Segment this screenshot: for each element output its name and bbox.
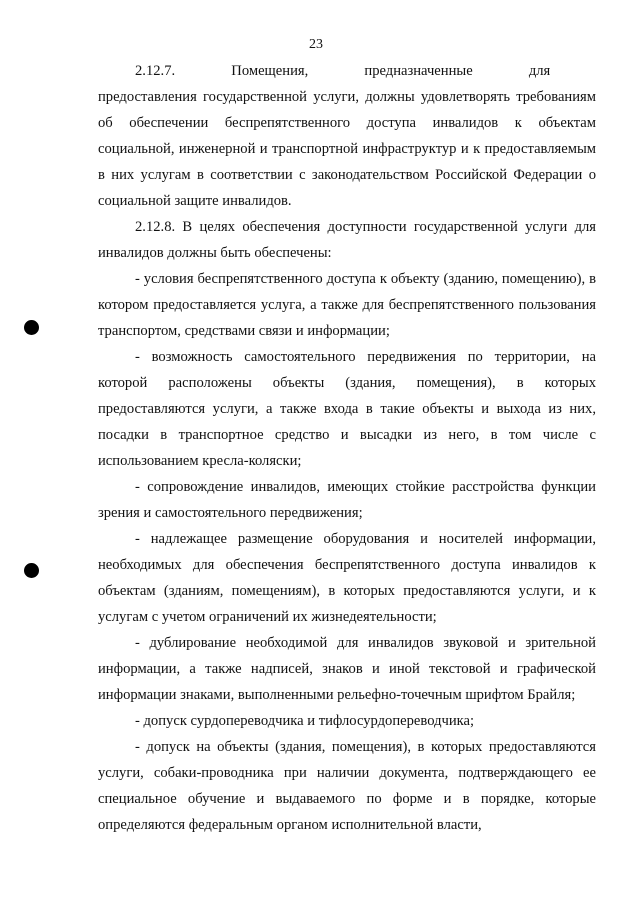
- list-item: - возможность самостоятельного передвижения по территории, на которой расположены объекты (здания, помещения), в которых предоставляются услуги, а также входа в такие объекты и выхода из них, посадки в транспортное средство и высадки из него, в том числе с использованием кресла-коляски;: [98, 349, 596, 469]
- list-item: - сопровождение инвалидов, имеющих стойкие расстройства функции зрения и самостоятельного передвижения;: [98, 479, 596, 521]
- document-body: [98, 58, 596, 838]
- page-number: 23: [309, 37, 323, 52]
- punch-hole-mark: [24, 563, 39, 578]
- list-item: - дублирование необходимой для инвалидов звуковой и зрительной информации, а также надписей, знаков и иной текстовой и графической информации знаками, выполненными рельефно-точечным шрифтом Брайля;: [98, 635, 596, 703]
- list-item: - допуск на объекты (здания, помещения), в которых предоставляются услуги, собаки-проводника при наличии документа, подтверждающего ее специальное обучение и выдаваемого по форме и в порядке, которые определяются федеральным органом исполнительной власти,: [98, 739, 596, 833]
- list-item: - условия беспрепятственного доступа к объекту (зданию, помещению), в котором предоставляется услуга, а также для беспрепятственного пользования транспортом, средствами связи и информации;: [98, 271, 596, 339]
- paragraph-2-12-8: 2.12.8. В целях обеспечения доступности государственной услуги для инвалидов должны быть обеспечены:: [98, 219, 596, 261]
- paragraph-2-12-7: 2.12.7. Помещения, предназначенные для предоставления государственной услуги, должны удовлетворять требованиям об обеспечении беспрепятственного доступа инвалидов к объектам социальной, инженерной и транспортной инфраструктур и к предоставляемым в них услугам в соответствии с законодательством Российской Федерации о социальной защите инвалидов.: [98, 63, 596, 209]
- punch-hole-mark: [24, 320, 39, 335]
- list-item: - допуск сурдопереводчика и тифлосурдопереводчика;: [135, 713, 475, 729]
- list-item: - надлежащее размещение оборудования и носителей информации, необходимых для обеспечения беспрепятственного доступа инвалидов к объектам (зданиям, помещениям), в которых предоставляются услуги, и к услугам с учетом ограничений их жизнедеятельности;: [98, 531, 596, 625]
